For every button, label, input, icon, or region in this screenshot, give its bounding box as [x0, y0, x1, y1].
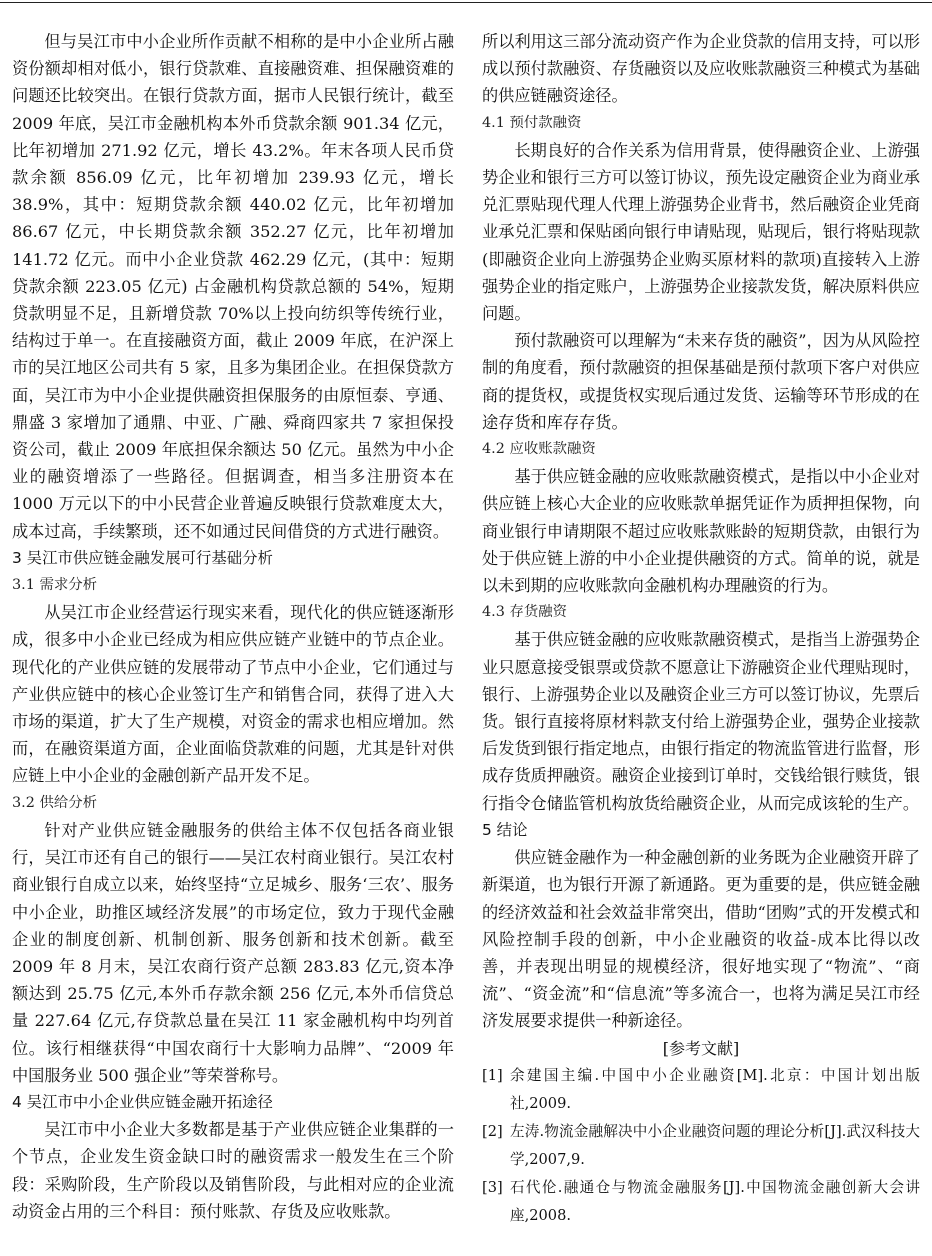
reference-number: [1]	[482, 1066, 503, 1084]
reference-text: 石代伦.融通仓与物流金融服务[J].中国物流金融创新大会讲座,2008.	[510, 1178, 920, 1224]
section-heading-3: 3 吴江市供应链金融发展可行基础分析	[12, 548, 273, 567]
body-paragraph: 吴江市中小企业大多数都是基于产业供应链企业集群的一个节点，企业发生资金缺口时的融资需求一般发生在三个阶段：采购阶段，生产阶段以及销售阶段，与此相对应的企业流动资金占用的三个科目：预付账款、存货及应收账款。	[12, 1120, 454, 1221]
header-rule	[0, 2, 932, 3]
body-paragraph: 基于供应链金融的应收账款融资模式，是指以中小企业对供应链上核心大企业的应收账款单据凭证作为质押担保物，向商业银行申请期限不超过应收账款账龄的短期贷款，由银行为处于供应链上游的中小企业提供融资的方式。简单的说，就是以未到期的应收账款向金融机构办理融资的行为。	[482, 467, 920, 596]
subsection-heading-4-3: 4.3 存货融资	[482, 604, 568, 621]
body-paragraph: 从吴江市企业经营运行现实来看，现代化的供应链逐渐形成，很多中小企业已经成为相应供应链产业链中的节点企业。现代化的产业供应链的发展带动了节点中小企业，它们通过与产业供应链中的核心企业签订生产和销售合同，获得了进入大市场的渠道，扩大了生产规模，对资金的需求也相应增加。然而，在融资渠道方面，企业面临贷款难的问题，尤其是针对供应链上中小企业的金融创新产品开发不足。	[12, 603, 454, 786]
body-paragraph: 所以利用这三部分流动资产作为企业贷款的信用支持，可以形成以预付款融资、存货融资以及应收账款融资三种模式为基础的供应链融资途径。	[482, 32, 920, 106]
body-paragraph: 但与吴江市中小企业所作贡献不相称的是中小企业所占融资份额却相对低小，银行贷款难、直接融资难、担保融资难的问题还比较突出。在银行贷款方面，据市人民银行统计，截至 2009 年底，吴江市金融机构本外币贷款余额 901.34 亿元，比年初增加 271.92 亿元，增长 43.2%。年末各项人民币贷款余额 856.09 亿元，比年初增加 239.93 亿元，增长 38.9%，其中：短期贷款余额 440.02 亿元，比年初增加 86.67 亿元，中长期贷款余额 352.27 亿元，比年初增加 141.72 亿元。而中小企业贷款 462.29 亿元，(其中：短期贷款余额 223.05 亿元) 占金融机构贷款总额的 54%，短期贷款明显不足，且新增贷款 70%以上投向纺织等传统行业，结构过于单一。在直接融资方面，截止 2009 年底，在沪深上市的吴江地区公司共有 5 家，且多为集团企业。在担保贷款方面，吴江市为中小企业提供融资担保服务的由原恒泰、亨通、鼎盛 3 家增加了通鼎、中亚、广融、舜商四家共 7 家担保投资公司，截止 2009 年底担保余额达 50 亿元。虽然为中小企业的融资增添了一些路径。但据调查，相当多注册资本在 1000 万元以下的中小民营企业普遍反映银行贷款难度太大，成本过高，手续繁琐，还不如通过民间借贷的方式进行融资。	[12, 32, 454, 541]
reference-number: [2]	[482, 1122, 503, 1140]
body-paragraph: 基于供应链金融的应收账款融资模式，是指当上游强势企业只愿意接受银票或贷款不愿意让下游融资企业代理贴现时，银行、上游强势企业以及融资企业三方可以签订协议，先票后货。银行直接将原材料款支付给上游强势企业，强势企业接款后发货到银行指定地点，由银行指定的物流监管进行监督，形成存货质押融资。融资企业接到订单时，交钱给银行赎货，银行指令仓储监管机构放货给融资企业，从而完成该轮的生产。	[482, 630, 920, 813]
subsection-heading-3-2: 3.2 供给分析	[12, 794, 98, 811]
reference-item	[482, 1062, 920, 1118]
body-paragraph: 供应链金融作为一种金融创新的业务既为企业融资开辟了新渠道，也为银行开源了新通路。更为重要的是，供应链金融的经济效益和社会效益非常突出，借助“团购”式的开发模式和风险控制手段的创新，中小企业融资的收益-成本比得以改善，并表现出明显的规模经济，很好地实现了“物流”、“商流”、“资金流”和“信息流”等多流合一，也将为满足吴江市经济发展要求提供一种新途径。	[482, 848, 920, 1031]
reference-item	[482, 1174, 920, 1230]
section-heading-5: 5 结论	[482, 820, 528, 839]
reference-text: 左涛.物流金融解决中小企业融资问题的理论分析[J].武汉科技大学,2007,9.	[510, 1122, 920, 1168]
subsection-heading-3-1: 3.1 需求分析	[12, 577, 98, 594]
reference-number: [3]	[482, 1178, 503, 1196]
subsection-heading-4-2: 4.2 应收账款融资	[482, 441, 596, 458]
references-title: [参考文献]	[662, 1038, 740, 1058]
reference-item	[482, 1118, 920, 1174]
section-heading-4: 4 吴江市中小企业供应链金融开拓途径	[12, 1092, 273, 1111]
body-paragraph: 针对产业供应链金融服务的供给主体不仅包括各商业银行，吴江市还有自己的银行——吴江农村商业银行。吴江农村商业银行自成立以来，始终坚持“立足城乡、服务‘三农’、服务中小企业，助推区域经济发展”的市场定位，致力于现代金融企业的制度创新、机制创新、服务创新和技术创新。截至 2009 年 8 月末，吴江农商行资产总额 283.83 亿元,资本净额达到 25.75 亿元,本外币存款余额 256 亿元,本外币信贷总量 227.64 亿元,存贷款总量在吴江 11 家金融机构中均列首位。该行相继获得“中国农商行十大影响力品牌”、“2009 年中国服务业 500 强企业”等荣誉称号。	[12, 820, 454, 1085]
subsection-heading-4-1: 4.1 预付款融资	[482, 114, 582, 131]
right-column	[482, 28, 920, 1230]
body-paragraph: 预付款融资可以理解为“未来存货的融资”，因为从风险控制的角度看，预付款融资的担保基础是预付款项下客户对供应商的提货权，或提货权实现后通过发货、运输等环节形成的在途存货和库存存货。	[482, 331, 920, 432]
reference-text: 余建国主编.中国中小企业融资[M].北京：中国计划出版社,2009.	[510, 1066, 920, 1112]
left-column	[12, 28, 454, 1225]
body-paragraph: 长期良好的合作关系为信用背景，使得融资企业、上游强势企业和银行三方可以签订协议，预先设定融资企业为商业承兑汇票贴现代理人代理上游强势企业背书，然后融资企业凭商业承兑汇票和保贴函向银行申请贴现，贴现后，银行将贴现款(即融资企业向上游强势企业购买原材料的款项)直接转入上游强势企业的指定账户，上游强势企业接款发货，解决原料供应问题。	[482, 140, 920, 324]
